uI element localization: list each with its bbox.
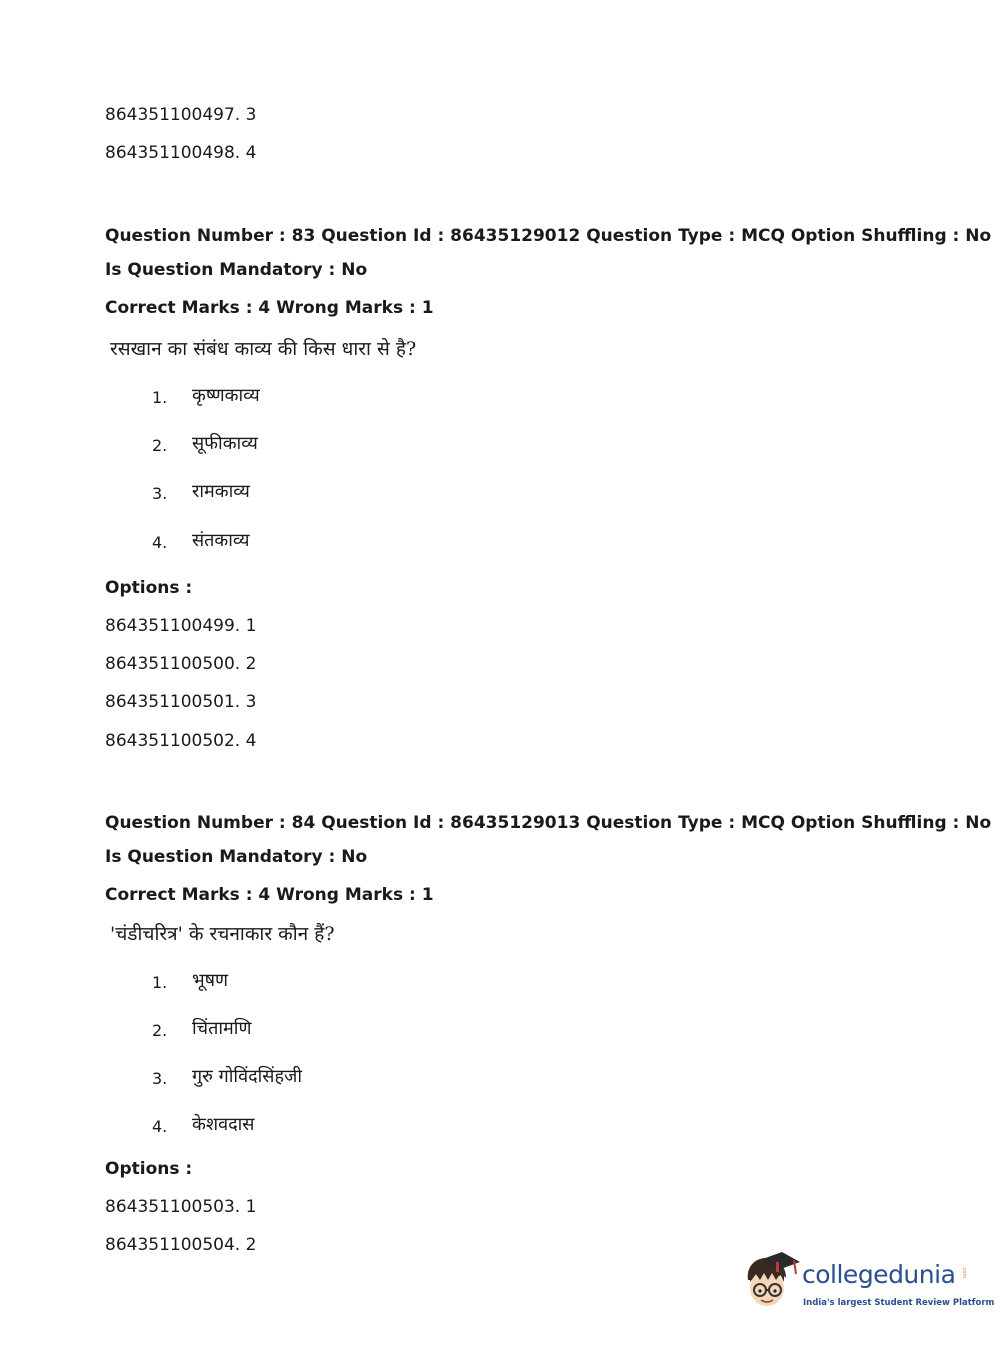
- option-id-line: 864351100500. 2: [105, 654, 257, 674]
- choice-text: चिंतामणि: [192, 1018, 252, 1039]
- question-marks: Correct Marks : 4 Wrong Marks : 1: [105, 885, 434, 905]
- options-label: Options :: [105, 1159, 193, 1179]
- question-header: Question Number : 83 Question Id : 86435129012 Question Type : MCQ Option Shuffling : No: [105, 226, 992, 246]
- question-marks: Correct Marks : 4 Wrong Marks : 1: [105, 298, 434, 318]
- option-id-line: 864351100497. 3: [105, 105, 257, 125]
- choice-number: 3.: [152, 484, 168, 503]
- question-mandatory: Is Question Mandatory : No: [105, 260, 368, 280]
- choice-number: 4.: [152, 533, 168, 552]
- choice-text: कृष्णकाव्य: [192, 385, 260, 406]
- mascot-icon: [742, 1250, 800, 1312]
- choice-text: संतकाव्य: [192, 530, 250, 551]
- choice-text: भूषण: [192, 970, 229, 991]
- question-header: Question Number : 84 Question Id : 86435129013 Question Type : MCQ Option Shuffling : No: [105, 813, 992, 833]
- option-id-line: 864351100498. 4: [105, 143, 257, 163]
- logo-wordmark: collegedunia: [802, 1260, 956, 1289]
- option-id-line: 864351100503. 1: [105, 1197, 257, 1217]
- options-label: Options :: [105, 578, 193, 598]
- option-id-line: 864351100501. 3: [105, 692, 257, 712]
- choice-text: सूफीकाव्य: [192, 433, 258, 454]
- option-id-line: 864351100499. 1: [105, 616, 257, 636]
- collegedunia-logo: [742, 1250, 995, 1320]
- choice-text: रामकाव्य: [192, 481, 250, 502]
- choice-number: 2.: [152, 1021, 168, 1040]
- choice-number: 3.: [152, 1069, 168, 1088]
- logo-tagline: India's largest Student Review Platform: [803, 1298, 995, 1308]
- choice-text: गुरु गोविंदसिंहजी: [192, 1066, 303, 1087]
- choice-number: 1.: [152, 973, 168, 992]
- option-id-line: 864351100502. 4: [105, 731, 257, 751]
- option-id-line: 864351100504. 2: [105, 1235, 257, 1255]
- question-text: 'चंडीचरित्र' के रचनाकार कौन हैं?: [110, 923, 335, 945]
- logo-com: .com: [961, 1266, 967, 1279]
- choice-number: 2.: [152, 436, 168, 455]
- choice-number: 1.: [152, 388, 168, 407]
- choice-text: केशवदास: [192, 1114, 255, 1135]
- choice-number: 4.: [152, 1117, 168, 1136]
- question-mandatory: Is Question Mandatory : No: [105, 847, 368, 867]
- question-text: रसखान का संबंध काव्य की किस धारा से है?: [110, 338, 417, 360]
